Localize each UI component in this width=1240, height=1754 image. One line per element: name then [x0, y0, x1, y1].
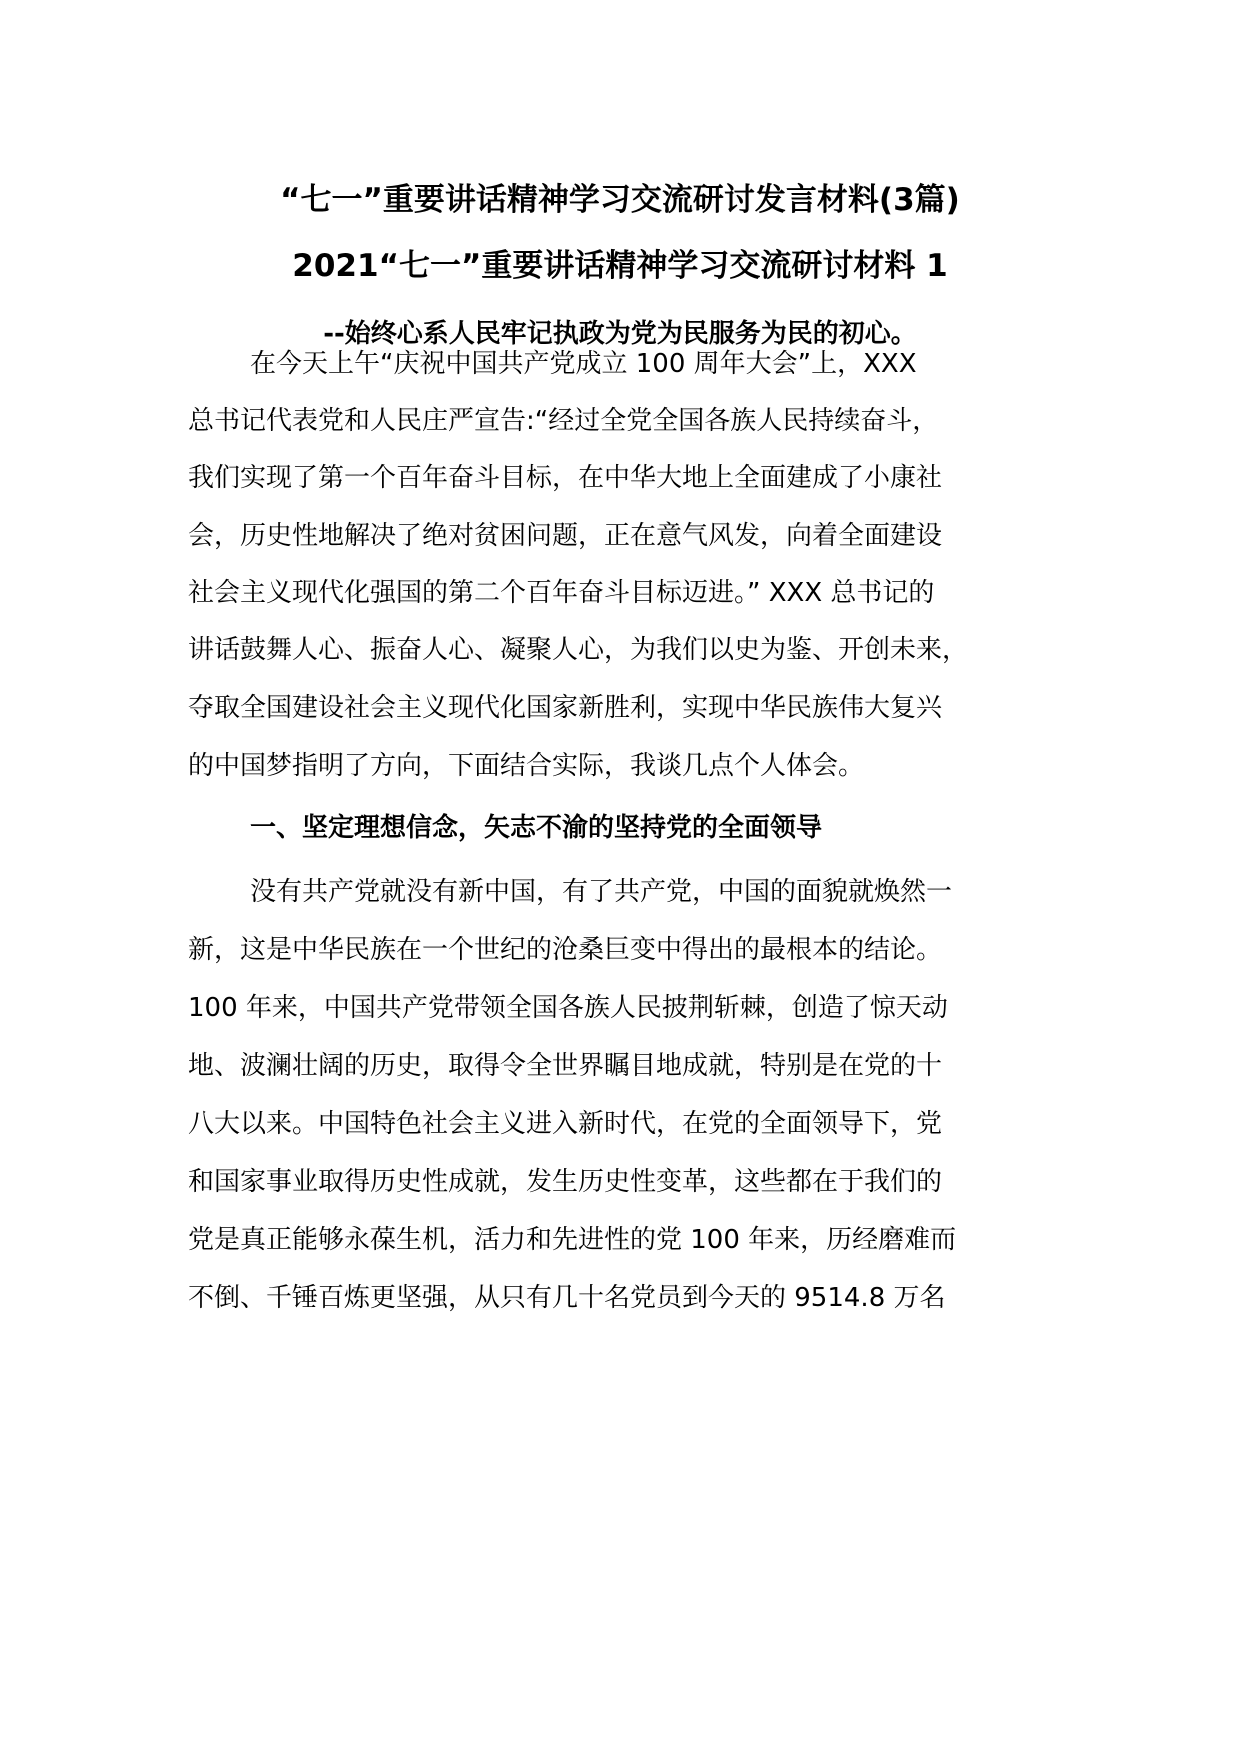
paragraph-line: 在今天上午“庆祝中国共产党成立 100 周年大会”上，XXX — [250, 349, 917, 379]
paragraph-line: 夺取全国建设社会主义现代化国家新胜利，实现中华民族伟大复兴 — [188, 693, 943, 723]
paragraph-line: 党是真正能够永葆生机，活力和先进性的党 100 年来，历经磨难而 — [188, 1225, 957, 1255]
paragraph-line: 社会主义现代化强国的第二个百年奋斗目标迈进。” XXX 总书记的 — [188, 578, 935, 608]
paragraph-line: 的中国梦指明了方向，下面结合实际，我谈几点个人体会。 — [188, 751, 865, 781]
paragraph-line: 讲话鼓舞人心、振奋人心、凝聚人心，为我们以史为鉴、开创未来， — [188, 635, 969, 665]
paragraph-line: 不倒、千锤百炼更坚强，从只有几十名党员到今天的 9514.8 万名 — [188, 1283, 946, 1313]
paragraph-line: 新，这是中华民族在一个世纪的沧桑巨变中得出的最根本的结论。 — [188, 935, 943, 965]
paragraph-line: 总书记代表党和人民庄严宣告:“经过全党全国各族人民持续奋斗， — [188, 406, 939, 436]
section-heading: 一、坚定理想信念，矢志不渝的坚持党的全面领导 — [250, 813, 823, 843]
paragraph-line: 没有共产党就没有新中国，有了共产党，中国的面貌就焕然一 — [250, 877, 953, 907]
paragraph-line: 地、波澜壮阔的历史，取得令全世界瞩目地成就，特别是在党的十 — [188, 1051, 943, 1081]
paragraph-line: 我们实现了第一个百年奋斗目标，在中华大地上全面建成了小康社 — [188, 463, 943, 493]
paragraph-line: 100 年来，中国共产党带领全国各族人民披荆斩棘，创造了惊天动 — [188, 993, 948, 1023]
paragraph-line: 八大以来。中国特色社会主义进入新时代，在党的全面领导下，党 — [188, 1109, 943, 1139]
paragraph-line: 会，历史性地解决了绝对贫困问题，正在意气风发，向着全面建设 — [188, 521, 943, 551]
document-title: “七一”重要讲话精神学习交流研讨发言材料(3篇) — [280, 182, 960, 218]
paragraph-line: 和国家事业取得历史性成就，发生历史性变革，这些都在于我们的 — [188, 1167, 943, 1197]
document-subtitle: 2021“七一”重要讲话精神学习交流研讨材料 1 — [292, 248, 948, 284]
document-tagline: --始终心系人民牢记执政为党为民服务为民的初心。 — [323, 319, 917, 349]
